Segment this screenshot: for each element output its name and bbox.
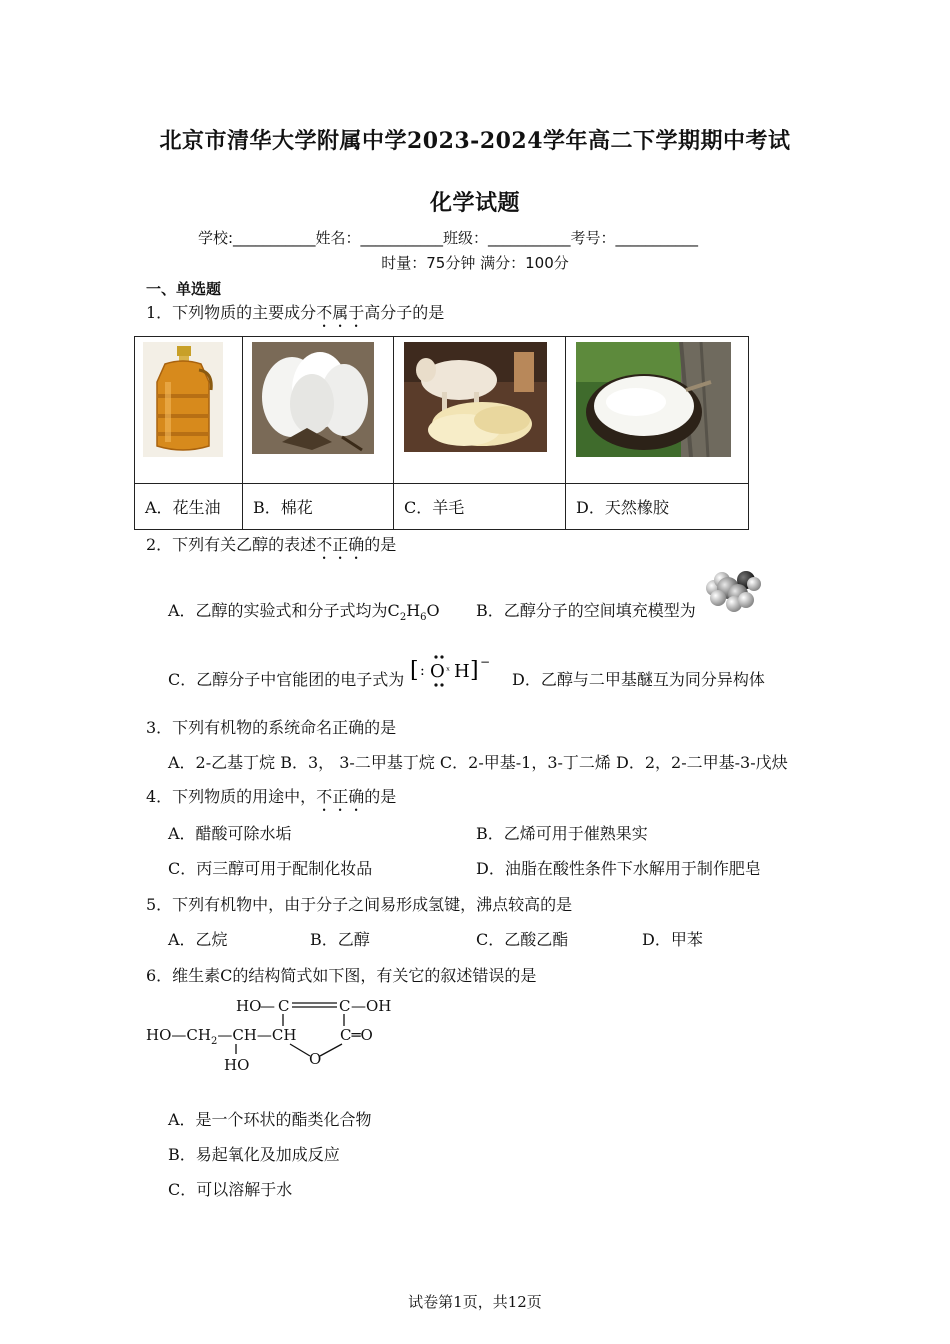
- question-1-stem-emphasis: 不属于: [316, 303, 365, 322]
- struct-c2: C: [339, 997, 351, 1015]
- cotton-image: [252, 342, 374, 454]
- time-score-line: 时量：75分钟 满分：100分: [381, 254, 569, 272]
- question-3-options: A．2-乙基丁烷 B．3， 3-二甲基丁烷 C．2-甲基-1，3-丁二烯 D．2，2-二甲基-3-戊炔: [168, 753, 788, 772]
- option-a-label: A．花生油: [135, 484, 243, 530]
- svg-text:—: —: [351, 997, 366, 1015]
- question-5-option-b: B．乙醇: [310, 930, 370, 949]
- peanut-oil-bottle-image: [143, 342, 223, 457]
- struct-oh-top: OH: [366, 997, 392, 1015]
- svg-text:H: H: [454, 661, 470, 682]
- option-c-label: C．羊毛: [394, 484, 566, 530]
- svg-text:ˣ: ˣ: [446, 666, 451, 677]
- struct-c-eq-o: C═O: [340, 1026, 373, 1044]
- sheep-wool-image: [404, 342, 547, 452]
- question-2-stem-prefix: 2．下列有关乙醇的表述: [146, 535, 317, 554]
- student-info-line: 学校:___________姓名：___________班级：___________考号：___________: [198, 229, 699, 247]
- q2-opt-a-mid: H: [406, 601, 421, 620]
- svg-text:[: [: [410, 658, 419, 683]
- question-4-option-b: B．乙烯可用于催熟果实: [476, 824, 648, 843]
- struct-ch-mid: —CH—CH: [217, 1026, 297, 1044]
- question-4-option-d: D．油脂在酸性条件下水解用于制作肥皂: [476, 859, 761, 878]
- question-1-stem-suffix: 高分子的是: [364, 303, 445, 322]
- svg-text::: :: [420, 663, 425, 679]
- charge-sign: −: [480, 655, 491, 669]
- option-d-label: D．天然橡胶: [566, 484, 749, 530]
- question-3-stem: 3．下列有机物的系统命名正确的是: [146, 718, 397, 737]
- question-4-stem: [146, 784, 396, 815]
- page-footer: 试卷第1页，共12页: [408, 1293, 542, 1311]
- q2-opt-a-sub1: 2: [399, 612, 407, 624]
- question-4-option-c: C．丙三醇可用于配制化妆品: [168, 859, 373, 878]
- question-1-stem: [146, 300, 444, 331]
- option-b-label: B．棉花: [243, 484, 394, 530]
- question-4-stem-emphasis: 不正确: [316, 787, 365, 806]
- question-6-option-c: C．可以溶解于水: [168, 1180, 293, 1199]
- ethanol-space-filling-model-icon: [702, 568, 766, 614]
- question-2-option-c: C．乙醇分子中官能团的电子式为: [168, 670, 405, 689]
- question-6-option-a: A．是一个环状的酯类化合物: [168, 1110, 372, 1129]
- q2-opt-a-sub2: 6: [420, 612, 427, 624]
- question-2-option-d: D．乙醇与二甲基醚互为同分异构体: [512, 670, 765, 689]
- svg-text:—: —: [260, 997, 275, 1015]
- rubber-latex-image: [576, 342, 731, 457]
- svg-text:O: O: [430, 661, 445, 682]
- question-5-stem: 5．下列有机物中，由于分子之间易形成氢键，沸点较高的是: [146, 895, 573, 914]
- question-6-option-b: B．易起氧化及加成反应: [168, 1145, 340, 1164]
- svg-text:HO—CH2—CH—CH: [146, 1026, 296, 1047]
- q2-opt-a-suffix: O: [426, 601, 440, 620]
- svg-text:]: ]: [470, 658, 479, 683]
- vitamin-c-structure-diagram: [144, 990, 404, 1074]
- page-subtitle: 化学试题: [429, 190, 520, 216]
- q2-opt-a-text: A．乙醇的实验式和分子式均为C: [168, 601, 400, 620]
- question-1-stem-prefix: 1．下列物质的主要成分: [146, 303, 317, 322]
- question-2-stem-emphasis: 不正确: [316, 535, 365, 554]
- question-6-stem: 6．维生素C的结构简式如下图，有关它的叙述错误的是: [146, 966, 537, 985]
- question-4-stem-suffix: 的是: [364, 787, 397, 806]
- struct-ring-o: O: [309, 1050, 322, 1068]
- page-title: 北京市清华大学附属中学2023-2024学年高二下学期期中考试: [159, 128, 791, 154]
- question-5-option-a: A．乙烷: [168, 930, 228, 949]
- question-4-stem-prefix: 4．下列物质的用途中，: [146, 787, 317, 806]
- section-heading: 一、单选题: [146, 280, 222, 298]
- struct-ho-bottom: HO: [224, 1056, 250, 1074]
- struct-chain: HO—CH: [146, 1026, 211, 1044]
- struct-c1: C: [278, 997, 290, 1015]
- question-2-option-a: [168, 598, 440, 623]
- struct-ho-top: HO: [236, 997, 262, 1015]
- question-5-option-d: D．甲苯: [642, 930, 703, 949]
- struct-sub2: 2: [210, 1036, 218, 1047]
- hydroxyl-electron-formula: [410, 650, 496, 690]
- question-4-option-a: A．醋酸可除水垢: [168, 824, 292, 843]
- question-2-stem-suffix: 的是: [364, 535, 397, 554]
- question-5-option-c: C．乙酸乙酯: [476, 930, 569, 949]
- question-2-stem: [146, 532, 396, 563]
- question-2-option-b: B．乙醇分子的空间填充模型为: [476, 601, 696, 620]
